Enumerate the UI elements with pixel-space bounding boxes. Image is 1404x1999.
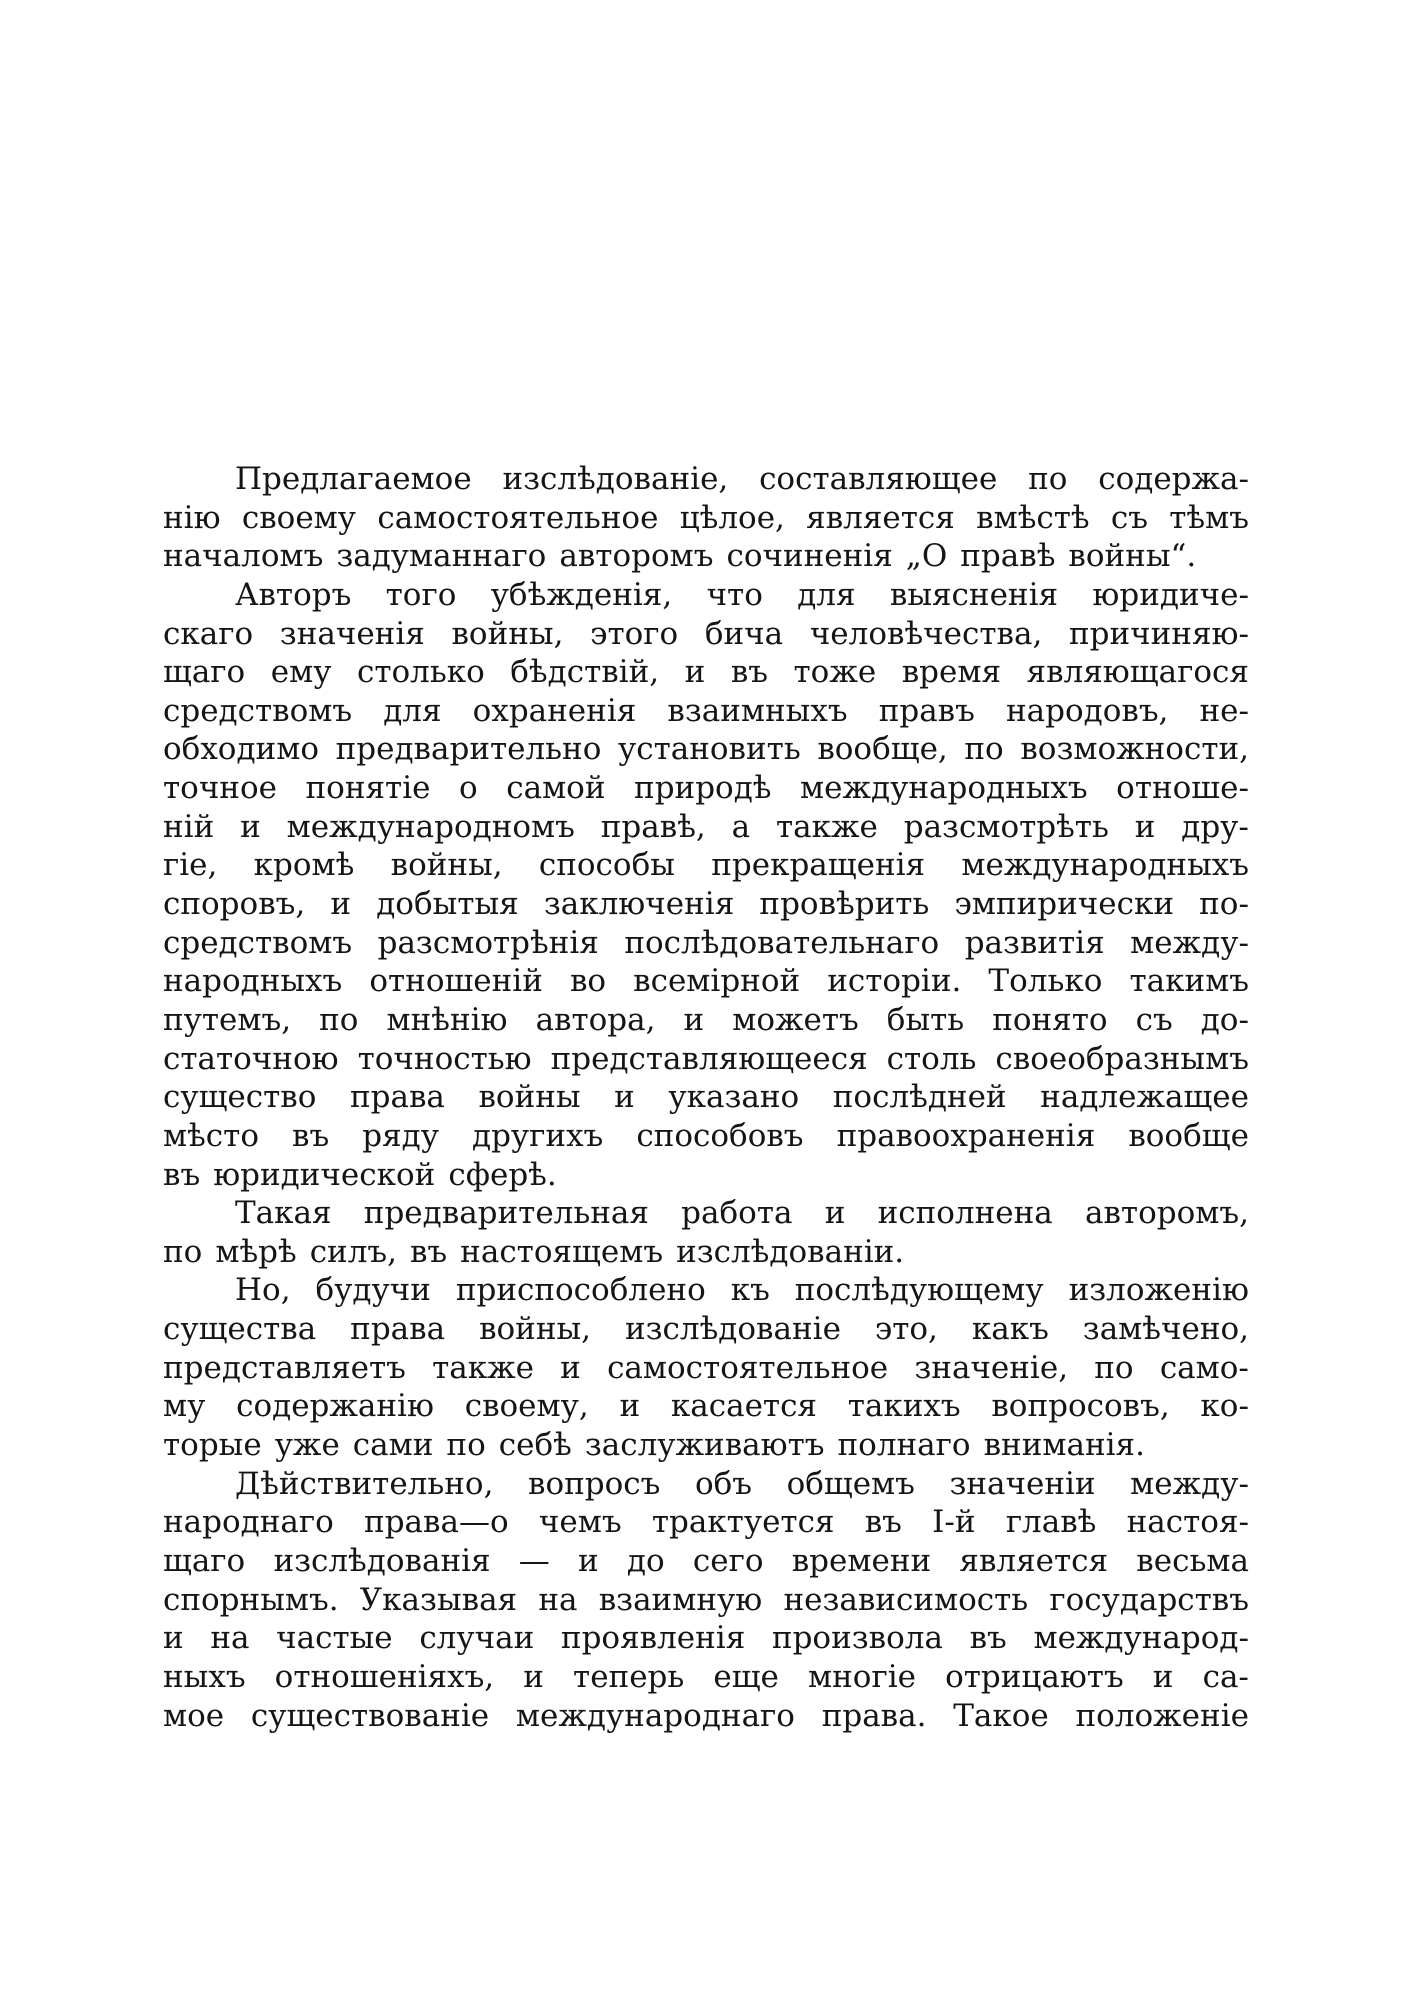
text-line: въ юридической сферѣ.	[163, 1156, 557, 1193]
text-line: скаго значенія войны, этого бича человѣчества, причиняю-	[163, 615, 1249, 652]
text-line: существо права войны и указано послѣдней надлежащее	[163, 1079, 1249, 1116]
paragraph	[163, 576, 1249, 1194]
text-line: му содержанію своему, и касается такихъ вопросовъ, ко-	[163, 1388, 1249, 1425]
text-line: Предлагаемое изслѣдованіе, составляющее по содержа-	[235, 461, 1249, 497]
text-line: средствомъ разсмотрѣнія послѣдовательнаго развитія между-	[163, 924, 1249, 961]
paragraph	[163, 1194, 1249, 1271]
text-line: по мѣрѣ силъ, въ настоящемъ изслѣдованіи.	[163, 1233, 905, 1270]
body-text	[163, 460, 1249, 1735]
text-line: Дѣйствительно, вопросъ объ общемъ значеніи между-	[235, 1465, 1249, 1502]
text-line: средствомъ для охраненія взаимныхъ правъ народовъ, не-	[163, 692, 1249, 729]
text-line: Но, будучи приспособлено къ послѣдующему изложенію	[235, 1272, 1249, 1309]
text-line: щаго изслѣдованія — и до сего времени является весьма	[163, 1542, 1249, 1579]
text-line: мѣсто въ ряду другихъ способовъ правоохраненія вообще	[163, 1117, 1249, 1154]
text-line: Авторъ того убѣжденія, что для выясненія юридиче-	[235, 576, 1249, 613]
text-line: спорнымъ. Указывая на взаимную независимость государствъ	[163, 1581, 1249, 1618]
text-line: представляетъ также и самостоятельное значеніе, по само-	[163, 1349, 1249, 1386]
text-line: ній и международномъ правѣ, а также разсмотрѣть и дру-	[163, 808, 1249, 845]
text-line: народныхъ отношеній во всемірной исторіи. Только такимъ	[163, 963, 1249, 1000]
text-line: точное понятіе о самой природѣ международныхъ отноше-	[163, 770, 1249, 807]
text-line: Такая предварительная работа и исполнена авторомъ,	[235, 1195, 1249, 1232]
text-line: путемъ, по мнѣнію автора, и можетъ быть понято съ до-	[163, 1001, 1249, 1038]
text-line: статочною точностью представляющееся столь своеобразнымъ	[163, 1040, 1249, 1077]
text-line: существа права войны, изслѣдованіе это, какъ замѣчено,	[163, 1311, 1249, 1348]
text-line: началомъ задуманнаго авторомъ сочиненія „О правѣ войны“.	[163, 538, 1197, 575]
text-line: мое существованіе международнаго права. Такое положеніе	[163, 1697, 1249, 1734]
text-line: и на частые случаи проявленія произвола въ международ-	[163, 1620, 1249, 1657]
text-line: нію своему самостоятельное цѣлое, является вмѣстѣ съ тѣмъ	[163, 499, 1249, 536]
paragraph	[163, 1465, 1249, 1735]
text-line: щаго ему столько бѣдствій, и въ тоже время являющагося	[163, 654, 1249, 691]
text-line: гіе, кромѣ войны, способы прекращенія международныхъ	[163, 847, 1249, 884]
paragraph	[163, 460, 1249, 576]
text-line: ныхъ отношеніяхъ, и теперь еще многіе отрицаютъ и са-	[163, 1658, 1249, 1695]
text-line: споровъ, и добытыя заключенія провѣрить эмпирически по-	[163, 886, 1249, 923]
text-line: торые уже сами по себѣ заслуживаютъ полнаго вниманія.	[163, 1427, 1145, 1464]
paragraph	[163, 1271, 1249, 1464]
text-line: обходимо предварительно установить вообще, по возможности,	[163, 731, 1249, 768]
text-line: народнаго права—о чемъ трактуется въ І-й главѣ настоя-	[163, 1504, 1249, 1541]
